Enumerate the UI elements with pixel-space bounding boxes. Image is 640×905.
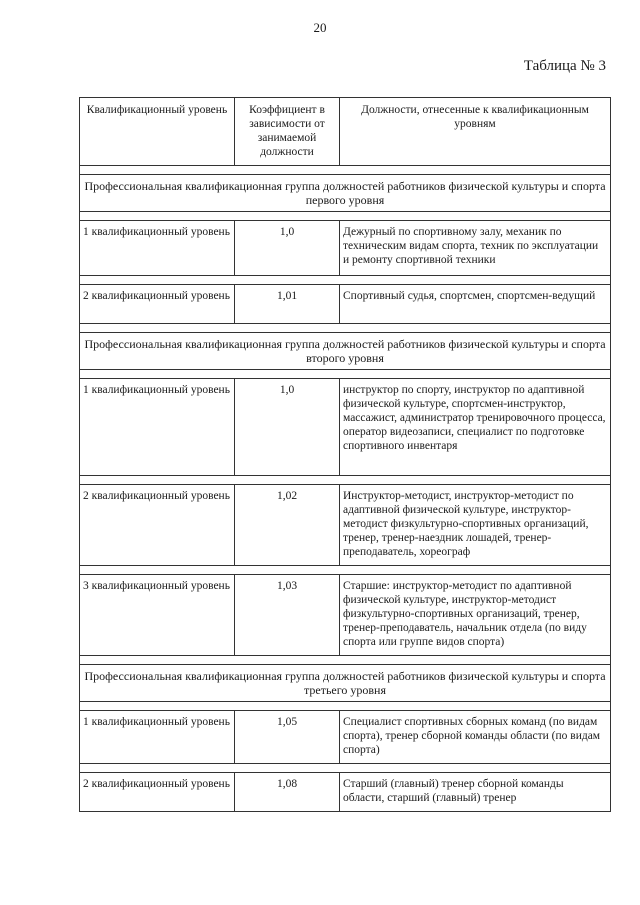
coefficient-cell: 1,05 xyxy=(235,711,340,764)
coefficient-cell: 1,01 xyxy=(235,285,340,324)
header-level: Квалификационный уровень xyxy=(80,98,235,166)
positions-cell: Старший (главный) тренер сборной команды области, старший (главный) тренер xyxy=(340,773,611,812)
table-row xyxy=(80,221,611,276)
positions-cell: инструктор по спорту, инструктор по адаптивной физической культуре, спортсмен-инструктор, массажист, администратор тренировочного процесса, оператор видеозаписи, специалист по подготовке спортивного инвентаря xyxy=(340,379,611,476)
level-cell: 2 квалификационный уровень xyxy=(80,773,235,812)
coefficient-cell: 1,0 xyxy=(235,221,340,276)
level-cell: 2 квалификационный уровень xyxy=(80,285,235,324)
group-title: Профессиональная квалификационная группа должностей работников физической культуры и спорта второго уровня xyxy=(80,333,611,370)
table-row xyxy=(80,711,611,764)
table-row xyxy=(80,773,611,812)
positions-cell: Старшие: инструктор-методист по адаптивной физической культуре, инструктор-методист физкультурно-спортивных организаций, тренер, тренер-преподаватель, начальник отдела (по виду спорта или группе видов спорта) xyxy=(340,575,611,656)
group-row xyxy=(80,175,611,212)
positions-cell: Инструктор-методист, инструктор-методист по адаптивной физической культуре, инструктор-методист физкультурно-спортивных организаций, тренер, тренер-наездник лошадей, тренер-преподаватель, хореограф xyxy=(340,485,611,566)
group-title: Профессиональная квалификационная группа должностей работников физической культуры и спорта третьего уровня xyxy=(80,665,611,702)
table-row xyxy=(80,285,611,324)
group-row xyxy=(80,665,611,702)
coefficient-cell: 1,0 xyxy=(235,379,340,476)
positions-cell: Спортивный судья, спортсмен, спортсмен-ведущий xyxy=(340,285,611,324)
coefficient-cell: 1,02 xyxy=(235,485,340,566)
group-row xyxy=(80,333,611,370)
page-number: 20 xyxy=(313,20,327,35)
header-positions: Должности, отнесенные к квалификационным уровням xyxy=(340,98,611,166)
level-cell: 1 квалификационный уровень xyxy=(80,221,235,276)
qualification-table xyxy=(79,97,611,812)
positions-cell: Дежурный по спортивному залу, механик по техническим видам спорта, техник по эксплуатации и ремонту спортивной техники xyxy=(340,221,611,276)
table-caption: Таблица № 3 xyxy=(523,58,606,74)
table-header-row xyxy=(80,98,611,166)
table-row xyxy=(80,379,611,476)
level-cell: 3 квалификационный уровень xyxy=(80,575,235,656)
table-row xyxy=(80,485,611,566)
coefficient-cell: 1,03 xyxy=(235,575,340,656)
table-row xyxy=(80,575,611,656)
coefficient-cell: 1,08 xyxy=(235,773,340,812)
group-title: Профессиональная квалификационная группа должностей работников физической культуры и спорта первого уровня xyxy=(80,175,611,212)
positions-cell: Специалист спортивных сборных команд (по видам спорта), тренер сборной команды области (по видам спорта) xyxy=(340,711,611,764)
level-cell: 1 квалификационный уровень xyxy=(80,711,235,764)
level-cell: 1 квалификационный уровень xyxy=(80,379,235,476)
header-coefficient: Коэффициент в зависимости от занимаемой должности xyxy=(235,98,340,166)
level-cell: 2 квалификационный уровень xyxy=(80,485,235,566)
